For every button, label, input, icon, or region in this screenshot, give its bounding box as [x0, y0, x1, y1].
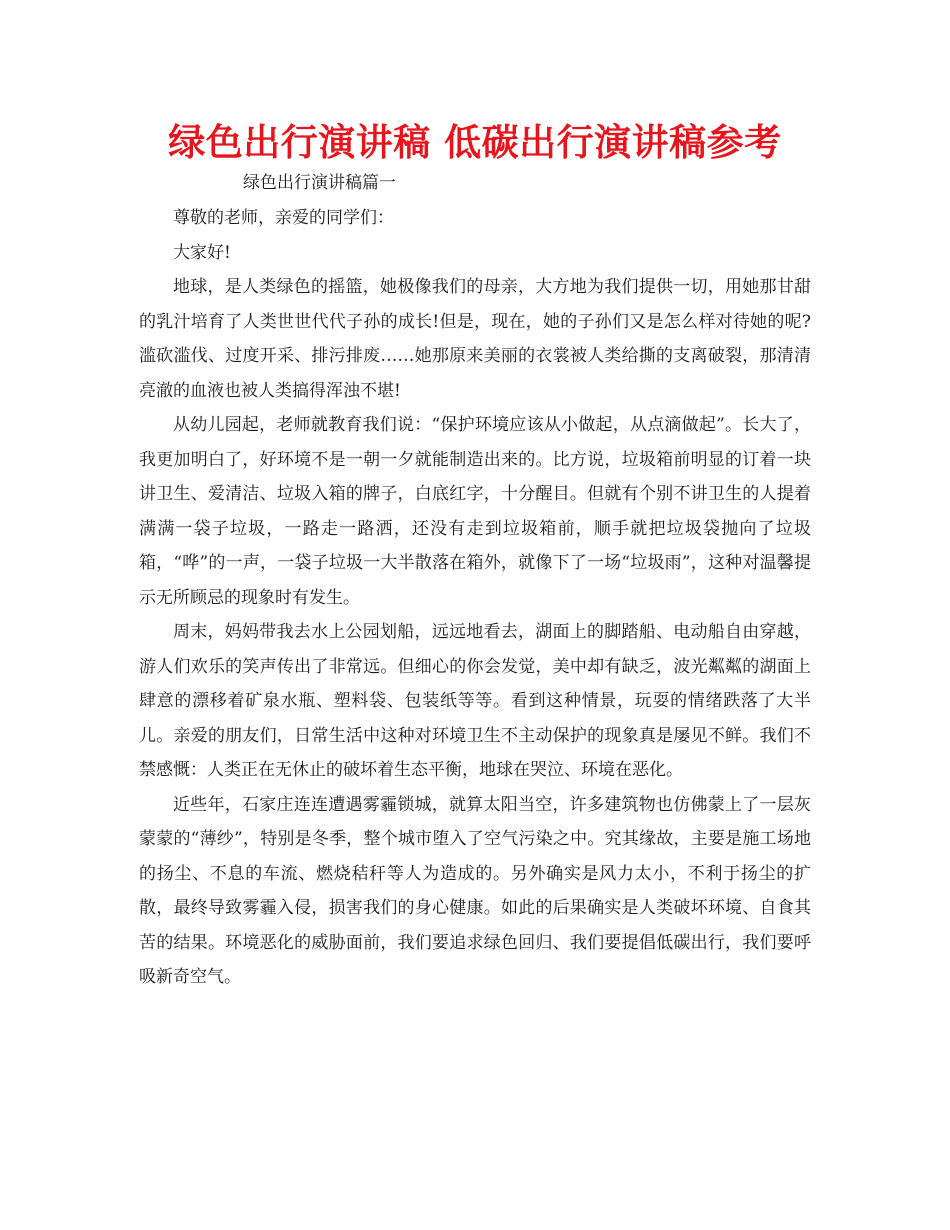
document-body	[139, 201, 811, 995]
paragraph-smog: 近些年，石家庄连连遭遇雾霾锁城，就算太阳当空，许多建筑物也仿佛蒙上了一层灰蒙蒙的“薄纱”，特别是冬季，整个城市堕入了空气污染之中。究其缘故，主要是施工场地的扬尘、不息的车流、燃烧秸秆等人为造成的。另外确实是风力太小，不利于扬尘的扩散，最终导致雾霾入侵，损害我们的身心健康。如此的后果确实是人类破坏环境、自食其苦的结果。环境恶化的威胁面前，我们要追求绿色回归、我们要提倡低碳出行，我们要呼吸新奇空气。	[139, 794, 811, 987]
paragraph-kindergarten: 从幼儿园起，老师就教育我们说：“保护环境应该从小做起，从点滴做起”。长大了，我更加明白了，好环境不是一朝一夕就能制造出来的。比方说，垃圾箱前明显的订着一块讲卫生、爱清洁、垃圾入箱的牌子，白底红字，十分醒目。但就有个别不讲卫生的人提着满满一袋子垃圾，一路走一路洒，还没有走到垃圾箱前，顺手就把垃圾袋抛向了垃圾箱，“哗”的一声，一袋子垃圾一大半散落在箱外，就像下了一场“垃圾雨”，这种对温馨提示无所顾忌的现象时有发生。	[139, 415, 811, 608]
greeting: 大家好!	[173, 242, 231, 263]
salutation: 尊敬的老师，亲爱的同学们：	[173, 208, 394, 228]
document-title: 绿色出行演讲稿 低碳出行演讲稿参考	[168, 121, 782, 164]
paragraph-earth: 地球，是人类绿色的摇篮，她极像我们的母亲，大方地为我们提供一切，用她那甘甜的乳汁培育了人类世世代代子孙的成长!但是，现在，她的子孙们又是怎么样对待她的呢?滥砍滥伐、过度开采、排污排废……她那原来美丽的衣裳被人类给撕的支离破裂，那清清亮澈的血液也被人类搞得浑浊不堪!	[139, 277, 811, 401]
paragraph-weekend: 周末，妈妈带我去水上公园划船，远远地看去，湖面上的脚踏船、电动船自由穿越，游人们欢乐的笑声传出了非常远。但细心的你会发觉，美中却有缺乏，波光粼粼的湖面上肆意的漂移着矿泉水瓶、塑料袋、包装纸等等。看到这种情景，玩耍的情绪跌落了大半儿。亲爱的朋友们，日常生活中这种对环境卫生不主动保护的现象真是屡见不鲜。我们不禁感慨：人类正在无休止的破坏着生态平衡，地球在哭泣、环境在恶化。	[139, 622, 811, 780]
document-subtitle: 绿色出行演讲稿篇一	[243, 173, 396, 193]
